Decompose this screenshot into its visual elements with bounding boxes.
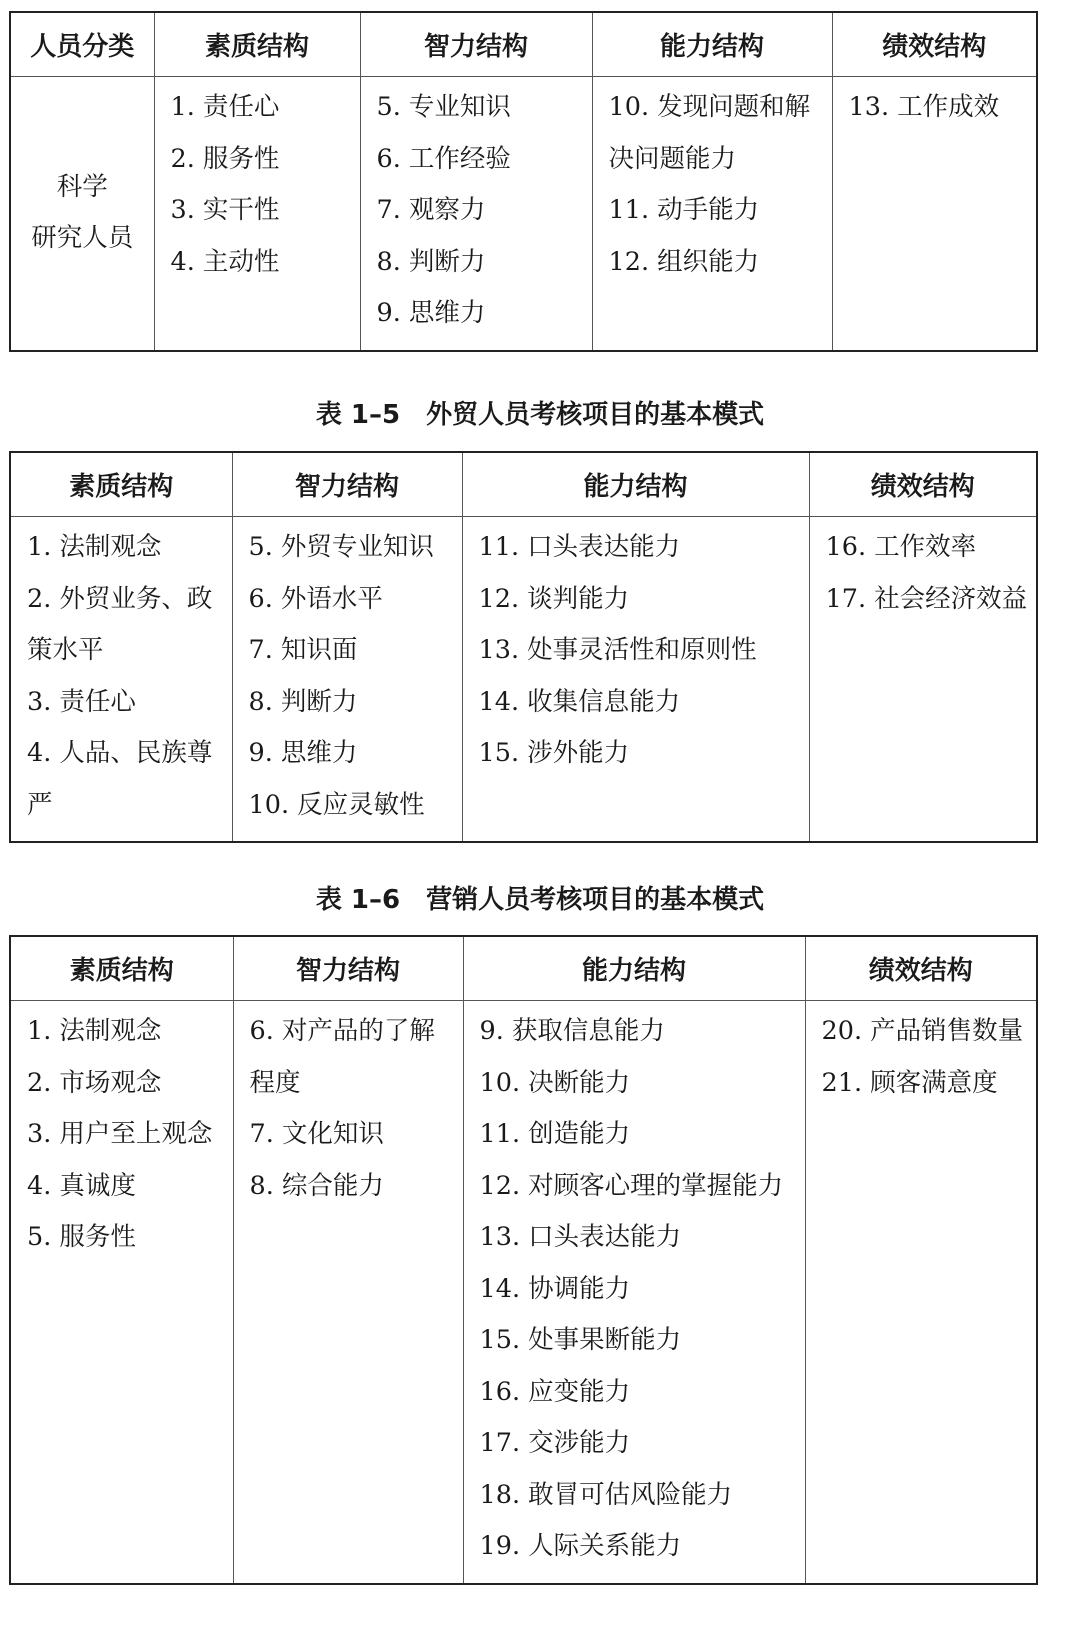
header-performance: 绩效结构 bbox=[805, 936, 1037, 1001]
list-item: 13. 处事灵活性和原则性 bbox=[478, 635, 757, 665]
performance-cell bbox=[809, 517, 1037, 843]
list-item: 16. 工作效率 bbox=[825, 532, 977, 562]
header-ability: 能力结构 bbox=[592, 12, 832, 77]
list-item: 12. 谈判能力 bbox=[478, 583, 630, 614]
list-item: 5. 专业知识 bbox=[376, 92, 511, 122]
list-item: 1. 法制观念 bbox=[27, 532, 162, 562]
list-item: 19. 人际关系能力 bbox=[479, 1531, 682, 1561]
intelligence-cell bbox=[232, 517, 462, 843]
list-item: 6. 对产品的了解程度 bbox=[249, 1016, 435, 1098]
list-item: 4. 主动性 bbox=[170, 246, 280, 277]
list-item: 11. 动手能力 bbox=[608, 195, 760, 225]
ability-cell bbox=[463, 1001, 805, 1584]
header-intelligence: 智力结构 bbox=[360, 12, 592, 77]
list-item: 6. 工作经验 bbox=[376, 143, 511, 174]
list-item: 11. 创造能力 bbox=[479, 1119, 631, 1149]
list-item: 17. 交涉能力 bbox=[479, 1428, 631, 1458]
list-item: 2. 市场观念 bbox=[27, 1067, 162, 1098]
list-item: 14. 收集信息能力 bbox=[478, 686, 681, 717]
list-item: 10. 反应灵敏性 bbox=[248, 789, 425, 820]
quality-cell bbox=[154, 77, 360, 351]
list-item: 9. 思维力 bbox=[376, 298, 486, 328]
caption-number: 表 1–6 bbox=[315, 885, 401, 915]
list-item: 4. 真诚度 bbox=[27, 1170, 136, 1201]
header-ability: 能力结构 bbox=[463, 936, 805, 1001]
list-item: 17. 社会经济效益 bbox=[825, 583, 1028, 614]
caption-title: 营销人员考核项目的基本模式 bbox=[426, 885, 765, 915]
performance-cell bbox=[832, 77, 1037, 351]
list-item: 7. 观察力 bbox=[376, 195, 486, 225]
list-item: 5. 外贸专业知识 bbox=[248, 532, 434, 562]
header-performance: 绩效结构 bbox=[809, 452, 1037, 517]
header-intelligence: 智力结构 bbox=[233, 936, 463, 1001]
table-caption-1-6 bbox=[0, 879, 1080, 916]
intelligence-cell bbox=[233, 1001, 463, 1584]
category-line: 科学 bbox=[56, 172, 108, 203]
list-item: 1. 法制观念 bbox=[27, 1016, 162, 1046]
header-ability: 能力结构 bbox=[462, 452, 809, 517]
header-performance: 绩效结构 bbox=[832, 12, 1037, 77]
list-item: 8. 综合能力 bbox=[249, 1170, 384, 1201]
list-item: 8. 判断力 bbox=[248, 686, 358, 717]
list-item: 2. 服务性 bbox=[170, 143, 280, 174]
caption-number: 表 1–5 bbox=[315, 400, 401, 430]
list-item: 15. 涉外能力 bbox=[478, 738, 630, 768]
header-quality: 素质结构 bbox=[10, 452, 232, 517]
list-item: 2. 外贸业务、政策水平 bbox=[27, 583, 213, 665]
list-item: 1. 责任心 bbox=[170, 92, 280, 122]
header-quality: 素质结构 bbox=[154, 12, 360, 77]
list-item: 7. 知识面 bbox=[248, 635, 358, 665]
intelligence-cell bbox=[360, 77, 592, 351]
list-item: 12. 对顾客心理的掌握能力 bbox=[479, 1170, 784, 1201]
ability-cell bbox=[462, 517, 809, 843]
list-item: 12. 组织能力 bbox=[608, 246, 760, 277]
list-item: 4. 人品、民族尊严 bbox=[27, 738, 213, 820]
list-item: 21. 顾客满意度 bbox=[821, 1067, 998, 1098]
table-marketing-staff bbox=[9, 935, 1038, 1585]
table-research-staff bbox=[9, 11, 1038, 352]
ability-cell bbox=[592, 77, 832, 351]
list-item: 5. 服务性 bbox=[27, 1222, 136, 1252]
list-item: 3. 实干性 bbox=[170, 195, 280, 225]
list-item: 7. 文化知识 bbox=[249, 1119, 384, 1149]
caption-title: 外贸人员考核项目的基本模式 bbox=[426, 400, 765, 430]
list-item: 18. 敢冒可估风险能力 bbox=[479, 1479, 733, 1510]
list-item: 8. 判断力 bbox=[376, 246, 486, 277]
list-item: 6. 外语水平 bbox=[248, 583, 383, 614]
list-item: 3. 责任心 bbox=[27, 686, 136, 717]
category-line: 研究人员 bbox=[31, 223, 134, 254]
table-caption-1-5 bbox=[0, 394, 1080, 431]
quality-cell bbox=[10, 517, 232, 843]
list-item: 14. 协调能力 bbox=[479, 1273, 631, 1304]
header-category: 人员分类 bbox=[10, 12, 154, 77]
header-intelligence: 智力结构 bbox=[232, 452, 462, 517]
list-item: 13. 工作成效 bbox=[848, 92, 1000, 122]
category-cell bbox=[10, 77, 154, 351]
list-item: 10. 决断能力 bbox=[479, 1067, 631, 1098]
header-quality: 素质结构 bbox=[10, 936, 233, 1001]
performance-cell bbox=[805, 1001, 1037, 1584]
list-item: 11. 口头表达能力 bbox=[478, 532, 681, 562]
list-item: 15. 处事果断能力 bbox=[479, 1325, 682, 1355]
list-item: 16. 应变能力 bbox=[479, 1376, 631, 1407]
list-item: 3. 用户至上观念 bbox=[27, 1119, 213, 1149]
list-item: 9. 思维力 bbox=[248, 738, 358, 768]
table-foreign-trade-staff bbox=[9, 451, 1038, 843]
list-item: 20. 产品销售数量 bbox=[821, 1016, 1024, 1046]
list-item: 10. 发现问题和解决问题能力 bbox=[608, 92, 811, 174]
quality-cell bbox=[10, 1001, 233, 1584]
list-item: 13. 口头表达能力 bbox=[479, 1222, 682, 1252]
list-item: 9. 获取信息能力 bbox=[479, 1016, 665, 1046]
